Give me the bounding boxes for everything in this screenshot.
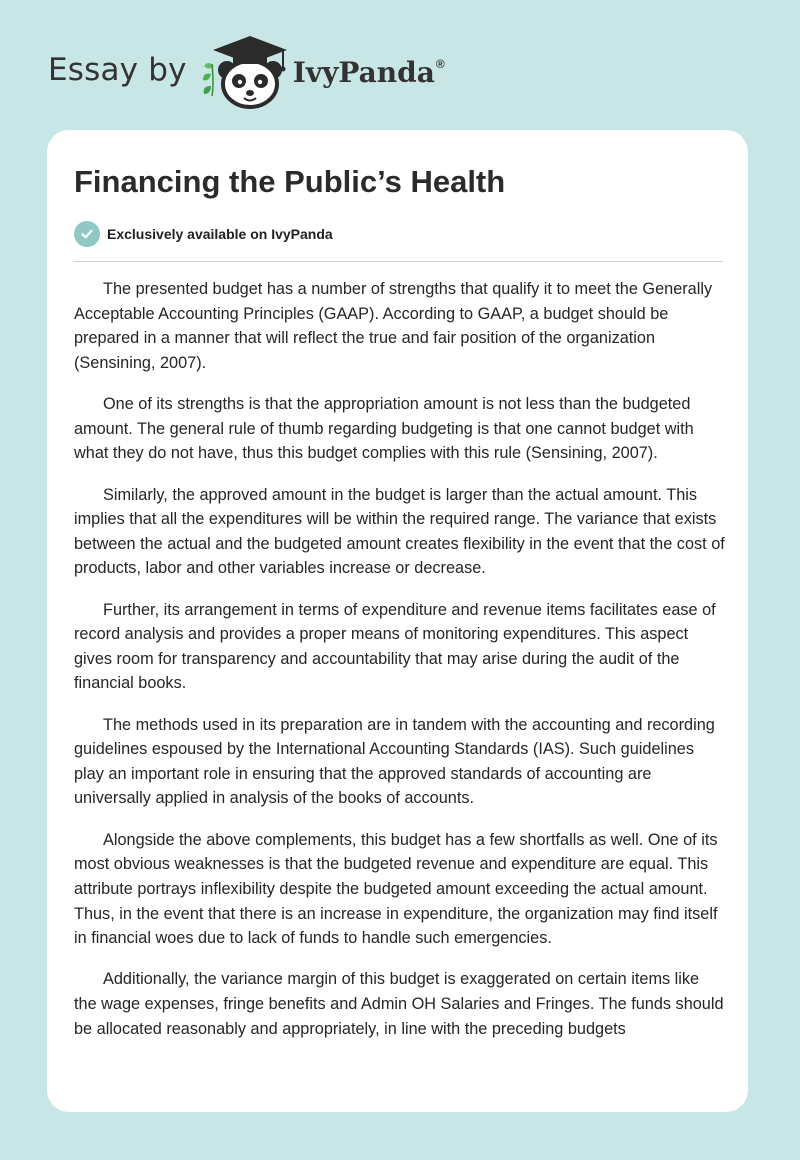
brand-name-text: IvyPanda (292, 55, 435, 89)
paragraph: Similarly, the approved amount in the budget is larger than the actual amount. This implies that all the expenditures will be within the required range. The variance that exists between the actual and the budgeted amount creates flexibility in the event that the cost of products, labor and other variables increase or decrease. (74, 485, 725, 578)
paragraph: Additionally, the variance margin of this budget is exaggerated on certain items like the wage expenses, fringe benefits and Admin OH Salaries and Fringes. The funds should be allocated reasonably and appropriately, in line with the preceding budgets (74, 970, 724, 1038)
essay-body (74, 277, 726, 1058)
registered-mark: ® (435, 56, 445, 71)
paragraph: The methods used in its preparation are in tandem with the accounting and recording guidelines espoused by the International Accounting Standards (IAS). Such guidelines play an important role in ensuring that the approved standards of accounting are universally applied in analysis of the books of accounts. (74, 715, 715, 808)
paragraph: The presented budget has a number of strengths that qualify it to meet the Generally Acceptable Accounting Principles (GAAP). According to GAAP, a budget should be prepared in a manner that will reflect the true and fair position of the organization (Sensining, 2007). (74, 280, 713, 372)
divider (74, 261, 723, 262)
check-circle-icon (74, 221, 100, 247)
brand-name (293, 56, 445, 89)
paragraph: One of its strengths is that the appropriation amount is not less than the budgeted amount. The general rule of thumb regarding budgeting is that one cannot budget with what they do not have, thus this budget complies with this rule (Sensining, 2007). (74, 395, 694, 463)
brand-header[interactable] (48, 30, 445, 110)
panda-graduate-icon (197, 30, 297, 110)
exclusive-badge (74, 221, 333, 247)
page-title: Financing the Public’s Health (74, 164, 506, 199)
paragraph: Alongside the above complements, this budget has a few shortfalls as well. One of its most obvious weaknesses is that the budgeted revenue and expenditure are equal. This attribute portrays inflexibility despite the budgeted amount exceeding the actual amount. Thus, in the event that there is an increase in expenditure, the organization may find itself in financial woes due to lack of funds to handle such emergencies. (74, 830, 718, 948)
brand-prefix: Essay by (48, 52, 187, 88)
essay-card (47, 130, 748, 1112)
badge-text: Exclusively available on IvyPanda (107, 226, 333, 242)
paragraph: Further, its arrangement in terms of expenditure and revenue items facilitates ease of record analysis and provides a proper means of monitoring expenditures. This aspect gives room for transparency and accountability that may arise during the audit of the financial books. (74, 600, 716, 693)
